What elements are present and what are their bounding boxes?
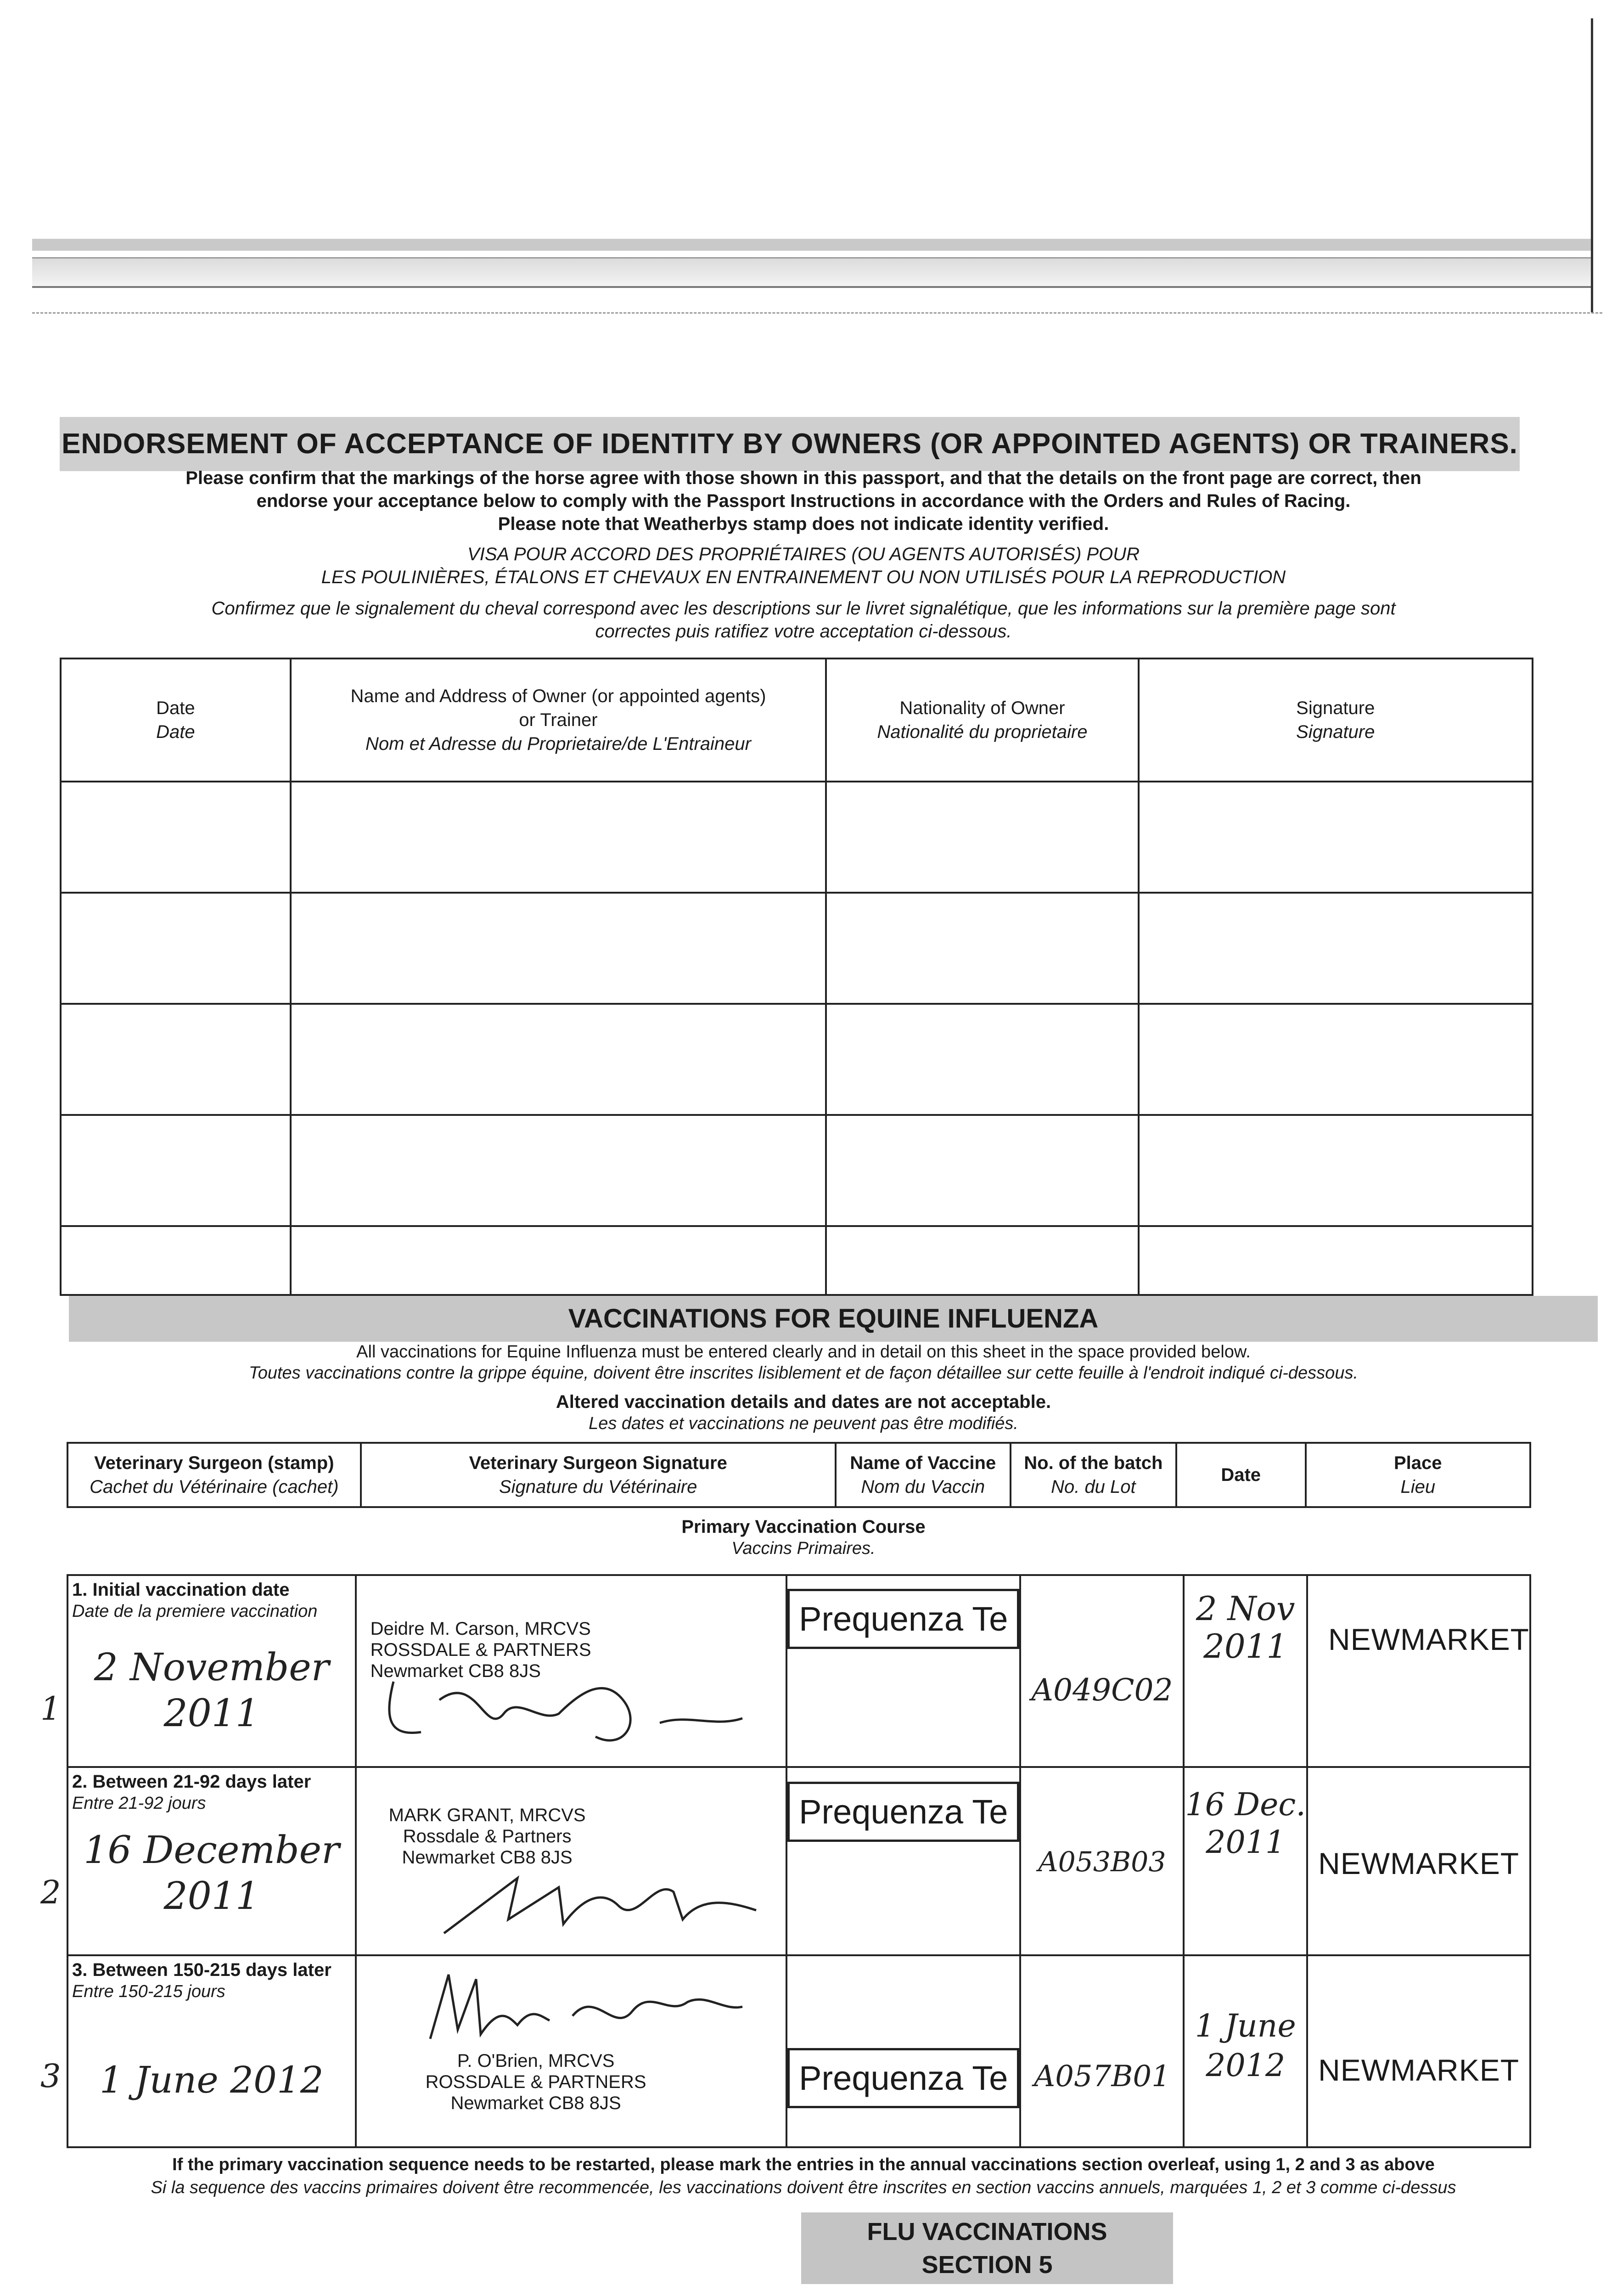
header-nat-fr: Nationalité du proprietaire: [877, 722, 1088, 742]
cell-date[interactable]: [61, 1226, 291, 1295]
cell-signature[interactable]: [1139, 1004, 1533, 1115]
restart-note-en: If the primary vaccination sequence needs to be restarted, please mark the entries in the annual vaccinations section overleaf, using 1, 2 and 3 as above: [172, 2155, 1435, 2174]
header-date: Date: [1176, 1443, 1306, 1507]
vet-stamp-name: MARK GRANT, MRCVS: [388, 1805, 586, 1825]
vet-stamp-address: Newmarket CB8 8JS: [402, 1847, 573, 1868]
scan-strip: [32, 239, 1593, 251]
endorsement-title: ENDORSEMENT OF ACCEPTANCE OF IDENTITY BY OWNERS (OR APPOINTED AGENTS) OR TRAINERS.: [60, 417, 1520, 471]
header-place: [1306, 1443, 1530, 1507]
vet-stamp: [426, 2050, 646, 2114]
page-edge: [1591, 18, 1593, 312]
vaccination-date: 16 Dec.: [1185, 1787, 1306, 1823]
batch-number: A057B01: [1033, 2060, 1170, 2093]
cell-date[interactable]: [61, 1115, 291, 1226]
vaccine-cell[interactable]: [786, 1575, 1020, 1767]
cell-name[interactable]: [291, 1115, 826, 1226]
vaccination-year: 2011: [1206, 1824, 1286, 1861]
label-cell: [67, 1955, 356, 2147]
header-vac-en: Name of Vaccine: [850, 1453, 996, 1473]
header-name-en-2: or Trainer: [519, 710, 598, 730]
row-label-fr: Entre 21-92 jours: [72, 1794, 206, 1813]
header-sig-fr: Signature: [1296, 722, 1375, 742]
header-place-fr: Lieu: [1400, 1477, 1436, 1497]
vaccination-row-2: [67, 1767, 1530, 1955]
cell-date[interactable]: [61, 782, 291, 893]
endorsement-table: [60, 658, 1533, 1296]
section-line-1: FLU VACCINATIONS: [867, 2218, 1107, 2245]
endorsement-row: [61, 893, 1533, 1004]
vaccine-stamp: Prequenza Te: [787, 2048, 1019, 2108]
cell-name[interactable]: [291, 782, 826, 893]
endorsement-instr-3: Please note that Weatherbys stamp does not indicate identity verified.: [498, 514, 1109, 534]
row-label-fr: Entre 150-215 jours: [72, 1982, 225, 2001]
vaccination-row-1: [67, 1575, 1530, 1767]
batch-cell[interactable]: [1020, 1575, 1184, 1767]
header-batch: [1011, 1443, 1176, 1507]
cell-nationality[interactable]: [826, 1115, 1138, 1226]
vaccine-cell[interactable]: [786, 1955, 1020, 2147]
vet-signature-cell[interactable]: [356, 1955, 787, 2147]
cell-signature[interactable]: [1139, 1226, 1533, 1295]
vet-signature-cell[interactable]: [356, 1575, 787, 1767]
place-cell[interactable]: [1307, 1575, 1530, 1767]
header-name-fr: Nom et Adresse du Proprietaire/de L'Entraineur: [365, 734, 751, 754]
vaccinations-note-en: All vaccinations for Equine Influenza must be entered clearly and in detail on this sheet in the space provided below.: [356, 1342, 1251, 1362]
vaccination-header-table: [67, 1442, 1531, 1508]
batch-number: A049C02: [1031, 1672, 1173, 1708]
endorsement-header-row: [61, 658, 1533, 782]
endorsement-row: [61, 1226, 1533, 1295]
handwritten-year[interactable]: 2011: [163, 1692, 260, 1735]
header-vac-fr: Nom du Vaccin: [861, 1477, 985, 1497]
vet-stamp-practice: ROSSDALE & PARTNERS: [370, 1640, 591, 1660]
margin-number-2: 2: [40, 1874, 61, 1911]
scan-dashed-line: [32, 312, 1602, 314]
cell-nationality[interactable]: [826, 893, 1138, 1004]
vet-stamp-address: Newmarket CB8 8JS: [370, 1661, 541, 1681]
vaccination-header-row: [67, 1443, 1530, 1507]
date-cell[interactable]: [1184, 1955, 1307, 2147]
vaccination-year: 2012: [1206, 2048, 1286, 2084]
header-name-en-1: Name and Address of Owner (or appointed agents): [350, 686, 766, 706]
restart-note-fr: Si la sequence des vaccins primaires doivent être recommencée, les vaccinations doivent être inscrites en section vaccins annuels, marquées 1, 2 et 3 comme ci-dessus: [151, 2178, 1456, 2197]
place-stamp: NEWMARKET: [1328, 1622, 1529, 1656]
row-label: 2. Between 21-92 days later: [72, 1772, 311, 1792]
header-name: [291, 658, 826, 782]
scan-strip-fold: [32, 257, 1593, 288]
signature-scribble: [421, 1961, 770, 2053]
vaccinations-title: VACCINATIONS FOR EQUINE INFLUENZA: [69, 1296, 1598, 1342]
margin-number-3: 3: [40, 2057, 61, 2095]
vet-stamp-practice: Rossdale & Partners: [403, 1826, 572, 1846]
signature-scribble: [366, 1645, 779, 1755]
signature-scribble: [426, 1851, 793, 1942]
endorsement-row: [61, 782, 1533, 893]
primary-course-title: Primary Vaccination Course: [681, 1517, 926, 1537]
vet-stamp-address: Newmarket CB8 8JS: [450, 2093, 621, 2113]
header-date-fr: Date: [156, 722, 195, 742]
row-label-fr: Date de la premiere vaccination: [72, 1602, 318, 1621]
header-vaccine: [836, 1443, 1011, 1507]
cell-date[interactable]: [61, 1004, 291, 1115]
cell-signature[interactable]: [1139, 782, 1533, 893]
vaccination-year: 2011: [1203, 1627, 1288, 1666]
row-label: 3. Between 150-215 days later: [72, 1960, 331, 1980]
vaccination-date: 2 Nov: [1196, 1589, 1295, 1628]
section-label: [801, 2212, 1173, 2284]
place-stamp: NEWMARKET: [1318, 2053, 1520, 2087]
vaccinations-altered-en: Altered vaccination details and dates are not acceptable.: [556, 1392, 1051, 1412]
date-cell[interactable]: [1184, 1767, 1307, 1955]
header-signature: [1139, 658, 1533, 782]
vaccine-stamp: Prequenza Te: [787, 1782, 1019, 1842]
handwritten-date[interactable]: 1 June 2012: [99, 2059, 324, 2101]
place-cell[interactable]: [1307, 1767, 1530, 1955]
endorsement-instr-fr-2: correctes puis ratifiez votre acceptation ci-dessous.: [595, 621, 1012, 642]
batch-cell[interactable]: [1020, 1955, 1184, 2147]
vet-signature-cell[interactable]: [356, 1767, 787, 1955]
header-vet-en: Veterinary Surgeon (stamp): [94, 1453, 334, 1473]
cell-name[interactable]: [291, 1226, 826, 1295]
vet-stamp-practice: ROSSDALE & PARTNERS: [425, 2072, 646, 2092]
label-cell: [67, 1767, 356, 1955]
cell-signature[interactable]: [1139, 893, 1533, 1004]
primary-vaccination-table: [67, 1574, 1531, 2148]
date-cell[interactable]: [1184, 1575, 1307, 1767]
endorsement-instr-1: Please confirm that the markings of the horse agree with those shown in this passport, and that the details on the front page are correct, then: [185, 468, 1421, 488]
endorsement-row: [61, 1115, 1533, 1226]
vaccine-cell[interactable]: [786, 1767, 1020, 1955]
cell-name[interactable]: [291, 893, 826, 1004]
cell-nationality[interactable]: [826, 1226, 1138, 1295]
handwritten-date[interactable]: 16 December: [84, 1829, 340, 1872]
header-vet-fr: Cachet du Vétérinaire (cachet): [90, 1477, 339, 1497]
label-cell: [67, 1575, 356, 1767]
place-stamp: NEWMARKET: [1318, 1846, 1520, 1880]
cell-nationality[interactable]: [826, 782, 1138, 893]
vet-stamp-name: P. O'Brien, MRCVS: [457, 2051, 615, 2071]
header-date-en: Date: [156, 698, 195, 718]
row-label: 1. Initial vaccination date: [72, 1580, 290, 1600]
endorsement-instr-fr-1: Confirmez que le signalement du cheval correspond avec les descriptions sur le livret signalétique, que les informations sur la première page sont: [211, 598, 1396, 619]
handwritten-year[interactable]: 2011: [163, 1874, 260, 1918]
endorsement-instr-2: endorse your acceptance below to comply with the Passport Instructions in accordance with the Orders and Rules of Racing.: [256, 491, 1351, 511]
margin-number-1: 1: [40, 1690, 61, 1728]
cell-nationality[interactable]: [826, 1004, 1138, 1115]
endorsement-title-fr-1: VISA POUR ACCORD DES PROPRIÉTAIRES (OU AGENTS AUTORISÉS) POUR: [467, 544, 1140, 564]
header-vsig-en: Veterinary Surgeon Signature: [469, 1453, 727, 1473]
header-vsig-fr: Signature du Vétérinaire: [499, 1477, 697, 1497]
header-batch-fr: No. du Lot: [1051, 1477, 1136, 1497]
section-line-2: SECTION 5: [921, 2251, 1053, 2279]
cell-name[interactable]: [291, 1004, 826, 1115]
vaccinations-note-fr: Toutes vaccinations contre la grippe équine, doivent être inscrites lisiblement et de façon détaillee sur cette feuille à l'endroit indiqué ci-dessous.: [248, 1363, 1359, 1383]
handwritten-date[interactable]: 2 November: [94, 1646, 329, 1689]
header-vet-stamp: [67, 1443, 361, 1507]
header-nat-en: Nationality of Owner: [899, 698, 1065, 718]
header-place-en: Place: [1394, 1453, 1442, 1473]
header-date: [61, 658, 291, 782]
cell-signature[interactable]: [1139, 1115, 1533, 1226]
batch-cell[interactable]: [1020, 1767, 1184, 1955]
endorsement-row: [61, 1004, 1533, 1115]
vaccination-date: 1 June: [1195, 2008, 1296, 2044]
vaccination-row-3: [67, 1955, 1530, 2147]
place-cell[interactable]: [1307, 1955, 1530, 2147]
header-nationality: [826, 658, 1138, 782]
cell-date[interactable]: [61, 893, 291, 1004]
header-batch-en: No. of the batch: [1024, 1453, 1163, 1473]
batch-number: A053B03: [1038, 1846, 1166, 1878]
primary-course-title-fr: Vaccins Primaires.: [731, 1539, 876, 1558]
endorsement-title-fr-2: LES POULINIÈRES, ÉTALONS ET CHEVAUX EN ENTRAINEMENT OU NON UTILISÉS POUR LA REPRODUCTION: [321, 567, 1286, 587]
vaccine-stamp: Prequenza Te: [787, 1589, 1019, 1649]
header-vet-signature: [361, 1443, 836, 1507]
vet-stamp-name: Deidre M. Carson, MRCVS: [370, 1619, 591, 1639]
header-sig-en: Signature: [1296, 698, 1375, 718]
vaccinations-altered-fr: Les dates et vaccinations ne peuvent pas être modifiés.: [589, 1414, 1018, 1433]
